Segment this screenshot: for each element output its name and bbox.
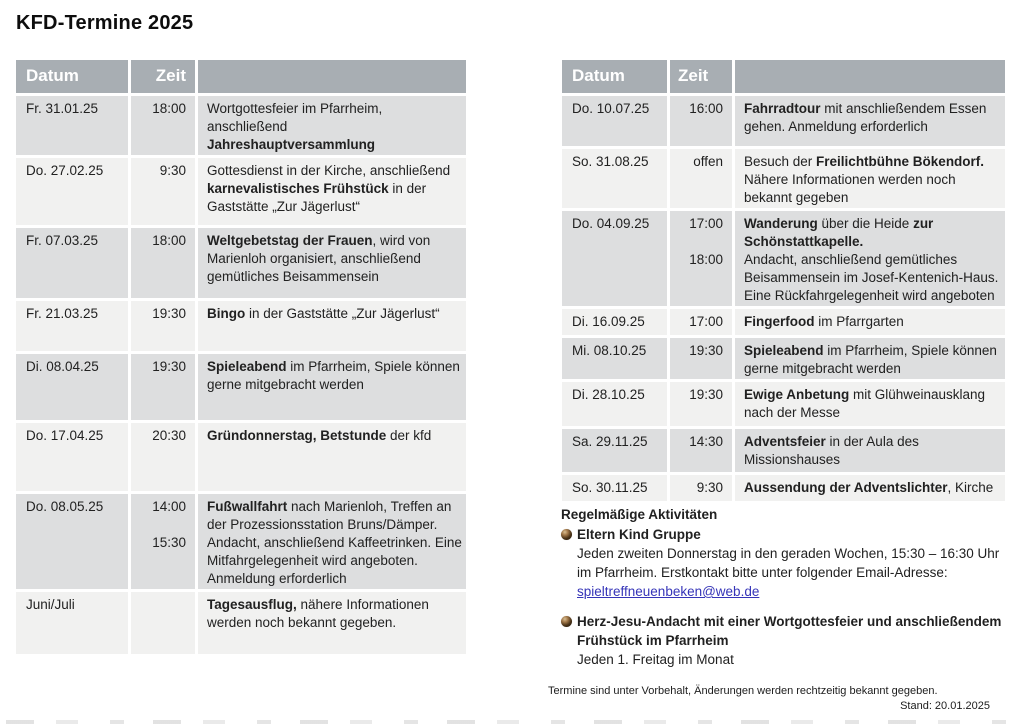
text: Missionshauses xyxy=(744,452,841,467)
date-cell: Di. 16.09.25 xyxy=(562,309,667,335)
activity-title-line: Frühstück im Pfarrheim xyxy=(577,633,729,648)
bullet-ball-icon xyxy=(561,616,572,627)
activity-body-line: Jeden 1. Freitag im Monat xyxy=(577,652,734,667)
description-cell xyxy=(198,301,466,351)
date-cell: Di. 28.10.25 xyxy=(562,382,667,426)
time-cell xyxy=(131,592,195,654)
table-row xyxy=(16,494,466,589)
time-line xyxy=(141,596,186,614)
activity-body-line: im Pfarrheim. Erstkontakt bitte unter folgender Email-Adresse: xyxy=(577,565,948,580)
time-cell xyxy=(131,228,195,298)
table-row xyxy=(562,96,1005,146)
text: in der Aula des xyxy=(825,434,919,449)
text: nach Marienloh, Treffen an xyxy=(287,499,452,514)
time-cell xyxy=(670,475,732,501)
table-row xyxy=(16,592,466,654)
text: im Pfarrgarten xyxy=(814,314,904,329)
time-line: 16:00 xyxy=(689,101,723,116)
bold-text: Adventsfeier xyxy=(744,434,826,449)
activity-item xyxy=(561,612,1017,669)
termine-table-second-half xyxy=(562,60,1005,501)
bold-text: Fingerfood xyxy=(744,314,815,329)
description-cell xyxy=(198,423,466,491)
description-cell xyxy=(735,96,1005,146)
text: Nähere Informationen werden noch xyxy=(744,172,956,187)
table-row xyxy=(16,423,466,491)
text: nach der Messe xyxy=(744,405,841,420)
text: , Kirche xyxy=(947,480,994,495)
text: gemütliches Beisammensein xyxy=(207,269,379,284)
text: mit anschließendem Essen xyxy=(820,101,987,116)
text: gehen. Anmeldung erforderlich xyxy=(744,119,928,134)
description-cell xyxy=(198,592,466,654)
bold-text: Gründonnerstag, Betstunde xyxy=(207,428,387,443)
time-line: 18:00 xyxy=(152,233,186,248)
text: Wortgottesfeier im Pfarrheim, xyxy=(207,101,383,116)
text: der kfd xyxy=(386,428,432,443)
bold-text: Ewige Anbetung xyxy=(744,387,850,402)
date-cell: Do. 10.07.25 xyxy=(562,96,667,146)
activity-item xyxy=(561,525,1017,601)
text: Mitfahrgelegenheit wird angeboten. xyxy=(207,553,418,568)
date-cell: Di. 08.04.25 xyxy=(16,354,128,420)
regular-activities-section xyxy=(561,505,1017,680)
page-title: KFD-Termine 2025 xyxy=(16,12,194,34)
bold-text: Spieleabend xyxy=(207,359,287,374)
text: gerne mitgebracht werden xyxy=(744,361,901,376)
time-cell xyxy=(670,149,732,208)
table-row xyxy=(562,309,1005,335)
date-cell: Fr. 31.01.25 xyxy=(16,96,128,155)
activity-body-line: Jeden zweiten Donnerstag in den geraden Wochen, 15:30 – 16:30 Uhr xyxy=(577,546,1000,561)
description-cell xyxy=(735,475,1005,501)
time-line: 14:30 xyxy=(689,434,723,449)
table-body xyxy=(562,96,1005,501)
description-cell xyxy=(198,158,466,225)
text: Anmeldung erforderlich xyxy=(207,571,347,586)
bold-text: Wanderung xyxy=(744,216,818,231)
table-row xyxy=(16,158,466,225)
text: in der Gaststätte „Zur Jägerlust“ xyxy=(245,306,440,321)
date-cell: So. 31.08.25 xyxy=(562,149,667,208)
bullet-ball-icon xyxy=(561,529,572,540)
bold-text: Jahreshauptversammlung xyxy=(207,137,376,152)
text: , wird von xyxy=(372,233,431,248)
table-row xyxy=(16,228,466,298)
time-line: 18:00 xyxy=(152,101,186,116)
table-header-row xyxy=(16,60,466,93)
activity-text xyxy=(577,525,999,601)
bold-text: Fahrradtour xyxy=(744,101,821,116)
col-header-datum: Datum xyxy=(562,60,667,93)
time-line: 18:00 xyxy=(689,252,723,267)
date-cell: So. 30.11.25 xyxy=(562,475,667,501)
table-row xyxy=(562,429,1005,472)
table-row xyxy=(16,354,466,420)
time-cell xyxy=(131,494,195,589)
date-cell: Juni/Juli xyxy=(16,592,128,654)
text: anschließend xyxy=(207,119,288,134)
time-cell xyxy=(670,338,732,379)
description-cell xyxy=(735,149,1005,208)
bold-text: Tagesausflug, xyxy=(207,597,297,612)
table-row xyxy=(562,211,1005,306)
time-line: 19:30 xyxy=(689,343,723,358)
activity-title-line: Eltern Kind Gruppe xyxy=(577,527,701,542)
text: bekannt gegeben xyxy=(744,190,849,205)
activities-list xyxy=(561,525,1017,669)
text: Marienloh organisiert, anschließend xyxy=(207,251,421,266)
time-cell xyxy=(670,309,732,335)
text: über die Heide xyxy=(817,216,914,231)
time-line: 9:30 xyxy=(696,480,723,495)
time-cell xyxy=(670,382,732,426)
bold-text: Freilichtbühne Bökendorf. xyxy=(816,154,985,169)
description-cell xyxy=(198,228,466,298)
time-line: 20:30 xyxy=(152,428,186,443)
time-cell xyxy=(131,423,195,491)
table-body xyxy=(16,96,466,654)
time-cell xyxy=(131,96,195,155)
description-cell xyxy=(198,96,466,155)
activity-title-line: Herz-Jesu-Andacht mit einer Wortgottesfeier und anschließendem xyxy=(577,614,1002,629)
bold-text: Fußwallfahrt xyxy=(207,499,288,514)
text: Beisammensein im Josef-Kentenich-Haus. xyxy=(744,270,999,285)
text: in der xyxy=(388,181,427,196)
date-cell: Do. 04.09.25 xyxy=(562,211,667,306)
description-cell xyxy=(198,354,466,420)
activity-body xyxy=(577,650,1001,669)
bold-text: Aussendung der Adventslichter xyxy=(744,480,948,495)
description-cell xyxy=(735,309,1005,335)
text: Besuch der xyxy=(744,154,817,169)
time-line xyxy=(680,233,723,251)
time-cell xyxy=(670,96,732,146)
date-cell: Do. 17.04.25 xyxy=(16,423,128,491)
bold-text: Bingo xyxy=(207,306,246,321)
table-row xyxy=(16,301,466,351)
description-cell xyxy=(735,211,1005,306)
time-cell xyxy=(670,429,732,472)
time-line: 19:30 xyxy=(689,387,723,402)
date-cell: Fr. 07.03.25 xyxy=(16,228,128,298)
table-row xyxy=(562,475,1005,501)
text: gerne mitgebracht werden xyxy=(207,377,364,392)
bold-text: zur xyxy=(913,216,934,231)
time-line: 19:30 xyxy=(152,359,186,374)
description-cell xyxy=(735,382,1005,426)
activities-heading: Regelmäßige Aktivitäten xyxy=(561,507,718,522)
time-line: 9:30 xyxy=(159,163,186,178)
time-line: 19:30 xyxy=(152,306,186,321)
table-row xyxy=(16,96,466,155)
email-link[interactable]: spieltreffneuenbeken@web.de xyxy=(577,584,760,599)
text: Andacht, anschließend gemütliches xyxy=(744,252,958,267)
text: Eine Rückfahrgelegenheit wird angeboten xyxy=(744,288,995,303)
date-cell: Sa. 29.11.25 xyxy=(562,429,667,472)
time-cell xyxy=(131,354,195,420)
description-cell xyxy=(735,338,1005,379)
bold-text: Schönstattkapelle. xyxy=(744,234,864,249)
cutoff-text-artifact xyxy=(6,720,1022,724)
time-line: 17:00 xyxy=(689,216,723,231)
activity-text xyxy=(577,612,1001,669)
col-header-description xyxy=(735,60,1005,93)
disclaimer-note: Termine sind unter Vorbehalt, Änderungen werden rechtzeitig bekannt gegeben. xyxy=(548,685,938,697)
table-row xyxy=(562,338,1005,379)
date-cell: Do. 27.02.25 xyxy=(16,158,128,225)
description-cell xyxy=(735,429,1005,472)
table-header-row xyxy=(562,60,1005,93)
col-header-zeit: Zeit xyxy=(131,60,195,93)
text: im Pfarrheim, Spiele können xyxy=(823,343,997,358)
col-header-description xyxy=(198,60,466,93)
text: werden noch bekannt gegeben. xyxy=(207,615,397,630)
table-row xyxy=(562,149,1005,208)
time-cell xyxy=(670,211,732,306)
time-cell xyxy=(131,158,195,225)
col-header-datum: Datum xyxy=(16,60,128,93)
termine-table-first-half xyxy=(16,60,466,654)
table-row xyxy=(562,382,1005,426)
text: nähere Informationen xyxy=(296,597,429,612)
time-line: 14:00 xyxy=(152,499,186,514)
time-line: offen xyxy=(693,154,723,169)
time-line: 17:00 xyxy=(689,314,723,329)
activity-body xyxy=(577,544,999,582)
text: der Prozessionsstation Bruns/Dämper. xyxy=(207,517,438,532)
date-cell: Mi. 08.10.25 xyxy=(562,338,667,379)
text: mit Glühweinausklang xyxy=(849,387,986,402)
bold-text: Weltgebetstag der Frauen xyxy=(207,233,373,248)
col-header-zeit: Zeit xyxy=(670,60,732,93)
activity-title xyxy=(577,525,999,544)
date-cell: Fr. 21.03.25 xyxy=(16,301,128,351)
stand-date: Stand: 20.01.2025 xyxy=(900,700,990,712)
text: im Pfarrheim, Spiele können xyxy=(286,359,460,374)
activity-title xyxy=(577,612,1001,650)
time-cell xyxy=(131,301,195,351)
description-cell xyxy=(198,494,466,589)
time-line: 15:30 xyxy=(152,535,186,550)
text: Gottesdienst in der Kirche, anschließend xyxy=(207,163,451,178)
bold-text: Spieleabend xyxy=(744,343,824,358)
time-line xyxy=(141,516,186,534)
bold-text: karnevalistisches Frühstück xyxy=(207,181,389,196)
text: Andacht, anschließend Kaffeetrinken. Eine xyxy=(207,535,462,550)
text: Gaststätte „Zur Jägerlust“ xyxy=(207,199,361,214)
date-cell: Do. 08.05.25 xyxy=(16,494,128,589)
